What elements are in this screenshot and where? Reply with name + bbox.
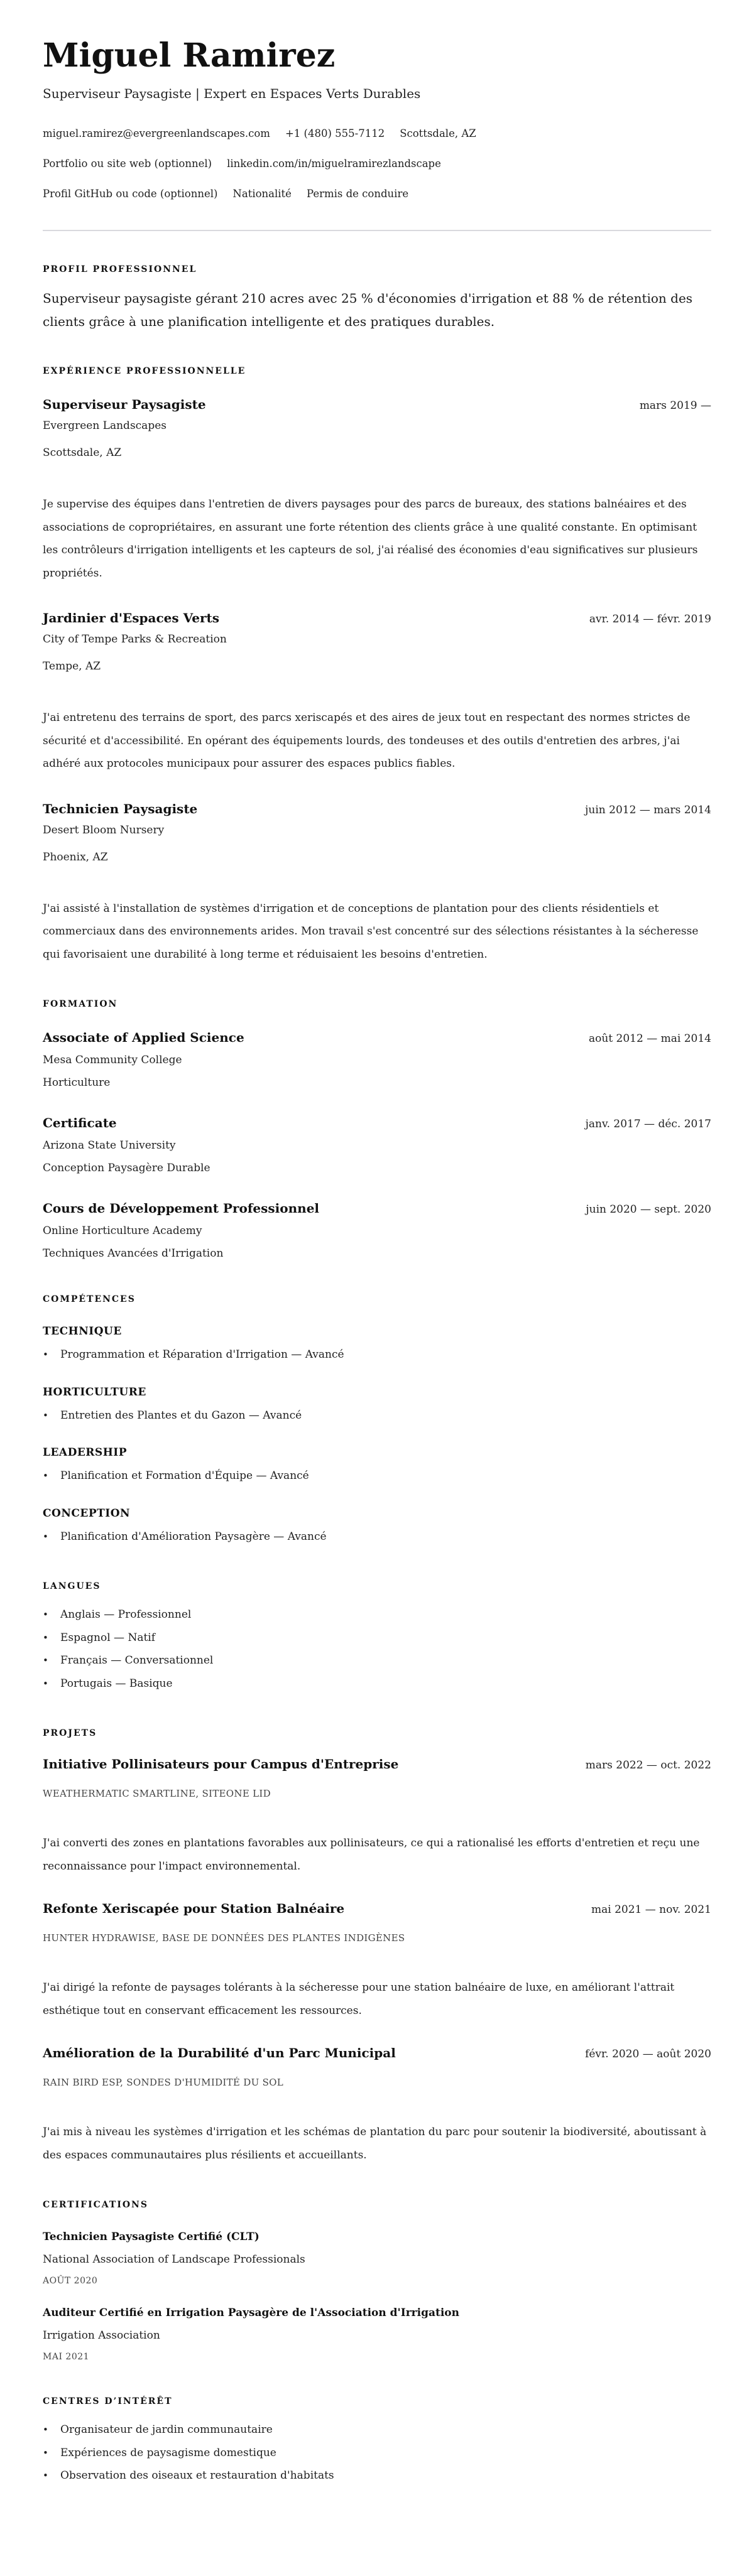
projects-section [43,1728,711,2167]
job-dates: mars 2019 — [639,399,711,412]
certification-issuer: Irrigation Association [43,2329,160,2342]
skills-list [43,1324,711,1548]
skill-items [43,1525,711,1549]
skill-group [43,1385,711,1427]
summary-text: Superviseur paysagiste gérant 210 acres avec 25 % d'économies d'irrigation et 88 % de rétention des clients grâce à une planification intelligente et des pratiques durables. [43,291,693,329]
degree-title: Associate of Applied Science [43,1030,244,1045]
job-title: Jardinier d'Espaces Verts [43,610,220,625]
job-dates: avr. 2014 — févr. 2019 [589,613,711,625]
certifications-list [43,2230,711,2363]
education-section [43,998,711,1261]
skill-items [43,1404,711,1427]
summary-section [43,264,711,333]
contact-row [43,187,711,202]
degree-title: Cours de Développement Professionnel [43,1201,320,1216]
language-item: • Portugais — Basique [43,1672,711,1696]
skill-items [43,1343,711,1366]
job-title: Technicien Paysagiste [43,801,198,816]
job-entry [43,396,711,585]
job-description: Je supervise des équipes dans l'entretien de divers paysages pour des parcs de bureaux, des stations balnéaires et des associations de copropriétaires, en assurant une forte rétention des clients grâce à une qualité constante. En optimisant les contrôleurs d'irrigation intelligents et les capteurs de sol, j'ai réalisé des économies d'eau significatives sur plusieurs propriétés. [43,498,698,580]
section-title: EXPÉRIENCE PROFESSIONNELLE [43,366,246,376]
section-title: CENTRES D’INTÉRÊT [43,2396,173,2406]
job-company: Desert Bloom Nursery [43,823,165,836]
field-of-study: Horticulture [43,1076,111,1089]
job-location: Scottsdale, AZ [43,446,122,459]
education-header [43,1115,711,1132]
project-dates: mai 2021 — nov. 2021 [591,1903,711,1916]
school-name: Mesa Community College [43,1054,182,1066]
job-entry [43,610,711,776]
interest-item: • Organisateur de jardin communautaire [43,2418,711,2442]
section-title: FORMATION [43,999,118,1009]
job-header [43,610,711,627]
job-description: J'ai assisté à l'installation de systèmes d'irrigation et de conceptions de plantation pour des clients résidentiels et commerciaux dans des environnements arides. Mon travail s'est concentré sur des sélections résistantes à la sécheresse qui favorisaient une durabilité à long terme et réduisaient les besoins d'entretien. [43,902,699,961]
experience-section [43,365,711,966]
project-header [43,1900,711,1918]
skill-item: • Planification et Formation d'Équipe — Avancé [43,1464,711,1488]
interest-item: • Observation des oiseaux et restauration d'habitats [43,2464,711,2487]
skill-category: CONCEPTION [43,1507,131,1520]
project-title: Initiative Pollinisateurs pour Campus d'Entreprise [43,1756,399,1772]
project-entry [43,1900,711,2022]
resume-header [43,38,711,202]
education-entry [43,1200,711,1261]
certification-name: Auditeur Certifié en Irrigation Paysagère de l'Association d'Irrigation [43,2307,459,2319]
language-item: • Anglais — Professionnel [43,1603,711,1626]
section-title: CERTIFICATIONS [43,2200,148,2210]
candidate-headline: Superviseur Paysagiste | Expert en Espaces Verts Durables [43,86,421,101]
field-of-study: Conception Paysagère Durable [43,1162,210,1174]
certifications-section [43,2199,711,2363]
job-header [43,396,711,414]
candidate-name: Miguel Ramirez [43,36,336,75]
languages-list [43,1603,711,1695]
certification-entry [43,2306,711,2363]
contact-item: Scottsdale, AZ [400,127,476,139]
degree-title: Certificate [43,1115,117,1130]
contact-item: Nationalité [232,188,292,200]
skill-group [43,1324,711,1366]
language-item: • Espagnol — Natif [43,1626,711,1650]
education-entry [43,1115,711,1176]
job-entry [43,801,711,966]
certification-date: MAI 2021 [43,2352,90,2362]
skill-items [43,1464,711,1488]
project-description: J'ai dirigé la refonte de paysages tolérants à la sécheresse pour une station balnéaire de luxe, en améliorant l'attrait esthétique tout en conservant efficacement les ressources. [43,1981,675,2017]
certification-issuer: National Association of Landscape Professionals [43,2253,305,2266]
education-list [43,1029,711,1261]
section-title: COMPÉTENCES [43,1294,136,1304]
contact-row [43,126,711,141]
project-entry [43,2045,711,2167]
project-entry [43,1756,711,1878]
job-dates: juin 2012 — mars 2014 [585,803,711,816]
education-header [43,1029,711,1047]
contact-item: +1 (480) 555-7112 [285,127,385,139]
job-location: Phoenix, AZ [43,850,108,863]
contact-item: linkedin.com/in/miguelramirezlandscape [227,158,441,170]
job-company: City of Tempe Parks & Recreation [43,633,227,646]
project-technologies: RAIN BIRD ESP, SONDES D'HUMIDITÉ DU SOL [43,2077,284,2088]
section-title: PROFIL PROFESSIONNEL [43,264,197,274]
certification-name: Technicien Paysagiste Certifié (CLT) [43,2231,260,2243]
project-dates: mars 2022 — oct. 2022 [585,1759,711,1772]
project-header [43,1756,711,1773]
contact-item: Profil GitHub ou code (optionnel) [43,188,218,200]
skill-item: • Programmation et Réparation d'Irrigation — Avancé [43,1343,711,1366]
job-description: J'ai entretenu des terrains de sport, des parcs xeriscapés et des aires de jeux tout en respectant des normes strictes de sécurité et d'accessibilité. En opérant des équipements lourds, des tondeuses et des outils d'entretien des arbres, j'ai adhéré aux protocoles municipaux pour assurer des espaces publics fiables. [43,712,691,770]
section-title: LANGUES [43,1581,101,1591]
job-location: Tempe, AZ [43,660,101,673]
skill-item: • Entretien des Plantes et du Gazon — Avancé [43,1404,711,1427]
job-title: Superviseur Paysagiste [43,397,206,412]
education-entry [43,1029,711,1090]
language-item: • Français — Conversationnel [43,1649,711,1672]
school-name: Online Horticulture Academy [43,1225,202,1237]
contact-item: Permis de conduire [306,188,409,200]
skill-group [43,1507,711,1549]
project-description: J'ai converti des zones en plantations favorables aux pollinisateurs, ce qui a rationalisé les efforts d'entretien et reçu une reconnaissance pour l'impact environnemental. [43,1837,700,1873]
project-dates: févr. 2020 — août 2020 [585,2048,711,2060]
school-name: Arizona State University [43,1139,176,1152]
job-header [43,801,711,818]
section-title: PROJETS [43,1728,97,1738]
projects-list [43,1756,711,2167]
project-technologies: WEATHERMATIC SMARTLINE, SITEONE LID [43,1788,271,1799]
job-company: Evergreen Landscapes [43,419,167,432]
project-description: J'ai mis à niveau les systèmes d'irrigation et les schémas de plantation du parc pour soutenir la biodiversité, aboutissant à des espaces communautaires plus résilients et accueillants. [43,2126,707,2162]
education-dates: août 2012 — mai 2014 [589,1032,711,1045]
languages-section [43,1581,711,1695]
project-technologies: HUNTER HYDRAWISE, BASE DE DONNÉES DES PLANTES INDIGÈNES [43,1932,405,1944]
certification-entry [43,2230,711,2287]
skill-group [43,1446,711,1488]
education-dates: juin 2020 — sept. 2020 [586,1203,711,1216]
project-title: Amélioration de la Durabilité d'un Parc Municipal [43,2045,396,2060]
skill-category: LEADERSHIP [43,1446,128,1459]
field-of-study: Techniques Avancées d'Irrigation [43,1247,224,1260]
contact-item: Portfolio ou site web (optionnel) [43,158,212,170]
certification-date: AOÛT 2020 [43,2276,98,2286]
skill-item: • Planification d'Amélioration Paysagère — Avancé [43,1525,711,1549]
project-title: Refonte Xeriscapée pour Station Balnéaire [43,1901,345,1916]
skills-section [43,1294,711,1548]
education-header [43,1200,711,1218]
interest-item: • Expériences de paysagisme domestique [43,2442,711,2465]
skill-category: TECHNIQUE [43,1325,122,1338]
contact-item: miguel.ramirez@evergreenlandscapes.com [43,127,270,139]
contact-info [43,126,711,202]
experience-list [43,396,711,966]
skill-category: HORTICULTURE [43,1385,146,1399]
header-divider [43,230,711,231]
interests-section [43,2396,711,2487]
contact-row [43,156,711,171]
interests-list [43,2418,711,2487]
project-header [43,2045,711,2062]
education-dates: janv. 2017 — déc. 2017 [585,1118,711,1130]
